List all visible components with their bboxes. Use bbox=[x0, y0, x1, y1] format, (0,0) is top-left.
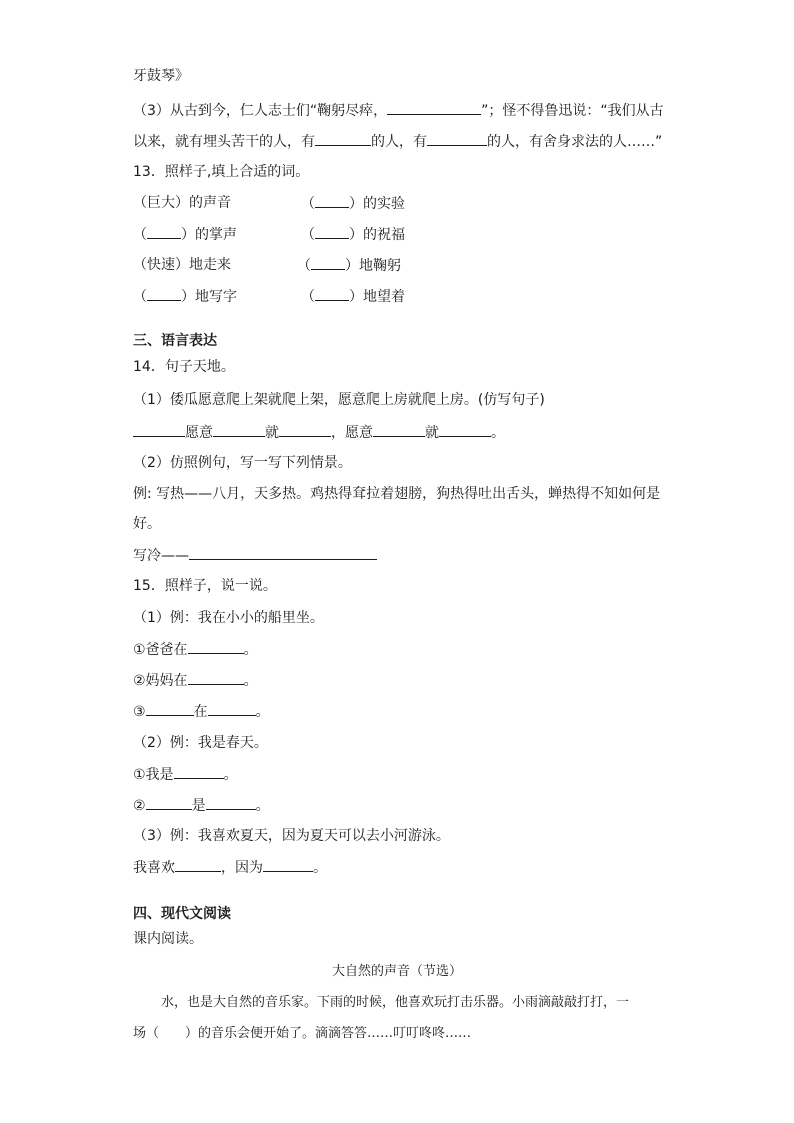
q13-r3c1: （快速）地走来 bbox=[133, 257, 231, 273]
q14-title: 14．句子天地。 bbox=[133, 359, 235, 375]
q13-r4c1: （ ）地写字 bbox=[133, 286, 237, 307]
q15-a1: ①爸爸在 。 bbox=[133, 639, 258, 660]
q15-b2: ② 是 。 bbox=[133, 795, 270, 816]
text-fragment: 牙鼓琴》 bbox=[133, 68, 189, 84]
q15-b1: ①我是 。 bbox=[133, 764, 238, 785]
blank[interactable] bbox=[174, 764, 224, 779]
q15-ex3: （3）例：我喜欢夏天，因为夏天可以去小河游泳。 bbox=[133, 828, 450, 844]
q13-r1c2: （ ）的实验 bbox=[301, 193, 405, 214]
blank[interactable] bbox=[315, 286, 349, 301]
blank[interactable] bbox=[311, 255, 345, 270]
blank[interactable] bbox=[175, 857, 221, 872]
section-subheading: 课内阅读。 bbox=[133, 931, 203, 947]
blank[interactable] bbox=[427, 131, 487, 146]
q14-example-line1: 例: 写热——八月，天多热。鸡热得耷拉着翅膀，狗热得吐出舌头，蝉热得不知如何是 bbox=[133, 486, 661, 502]
q13-r2c1: （ ）的掌声 bbox=[133, 224, 237, 245]
blank[interactable] bbox=[263, 857, 313, 872]
blank[interactable] bbox=[315, 193, 349, 208]
q15-a3: ③ 在 。 bbox=[133, 701, 270, 722]
blank[interactable] bbox=[188, 639, 244, 654]
section-heading: 四、现代文阅读 bbox=[133, 906, 231, 922]
blank[interactable] bbox=[387, 100, 481, 115]
reading-title: 大自然的声音（节选） bbox=[331, 964, 462, 979]
q13-title: 13．照样子,填上合适的词。 bbox=[133, 164, 310, 180]
blank[interactable] bbox=[439, 422, 491, 437]
q14-cold: 写冷—— bbox=[133, 545, 377, 566]
blank[interactable] bbox=[315, 131, 371, 146]
blank[interactable] bbox=[147, 224, 181, 239]
section-heading: 三、语言表达 bbox=[133, 333, 217, 349]
blank[interactable] bbox=[146, 795, 192, 810]
q15-c1: 我喜欢 ，因为 。 bbox=[133, 857, 327, 878]
blank[interactable] bbox=[315, 224, 349, 239]
q14-s1-answer: 愿意 就 ，愿意 就 。 bbox=[133, 422, 505, 443]
q12-3-line1: （3）从古到今，仁人志士们“鞠躬尽瘁， ”；怪不得鲁迅说：“我们从古 bbox=[133, 100, 664, 121]
blank[interactable] bbox=[146, 701, 194, 716]
q13-r2c2: （ ）的祝福 bbox=[301, 224, 405, 245]
blank[interactable] bbox=[188, 670, 244, 685]
q13-r3c2: （ ）地鞠躬 bbox=[297, 255, 401, 276]
blank[interactable] bbox=[189, 545, 377, 560]
blank[interactable] bbox=[279, 422, 331, 437]
q15-ex1: （1）例：我在小小的船里坐。 bbox=[133, 610, 324, 626]
q13-r4c2: （ ）地望着 bbox=[301, 286, 405, 307]
reading-paragraph-line2: 场（ ）的音乐会便开始了。滴滴答答……叮叮咚咚…… bbox=[133, 1026, 472, 1041]
blank[interactable] bbox=[213, 422, 265, 437]
q13-r1c1: （巨大）的声音 bbox=[133, 195, 231, 211]
blank[interactable] bbox=[208, 701, 256, 716]
blank[interactable] bbox=[133, 422, 185, 437]
q14-s2: （2）仿照例句，写一写下列情景。 bbox=[133, 455, 352, 471]
blank[interactable] bbox=[206, 795, 256, 810]
q12-3-line2: 以来，就有埋头苦干的人，有 的人，有 的人，有舍身求法的人……” bbox=[133, 131, 662, 152]
blank[interactable] bbox=[373, 422, 425, 437]
blank[interactable] bbox=[147, 286, 181, 301]
q15-a2: ②妈妈在 。 bbox=[133, 670, 258, 691]
q14-s1: （1）倭瓜愿意爬上架就爬上架，愿意爬上房就爬上房。(仿写句子) bbox=[133, 392, 545, 408]
q15-title: 15．照样子，说一说。 bbox=[133, 578, 277, 594]
reading-paragraph-line1: 水，也是大自然的音乐家。下雨的时候，他喜欢玩打击乐器。小雨滴敲敲打打，一 bbox=[161, 995, 630, 1010]
q15-ex2: （2）例：我是春天。 bbox=[133, 735, 268, 751]
q14-example-line2: 好。 bbox=[133, 516, 161, 532]
